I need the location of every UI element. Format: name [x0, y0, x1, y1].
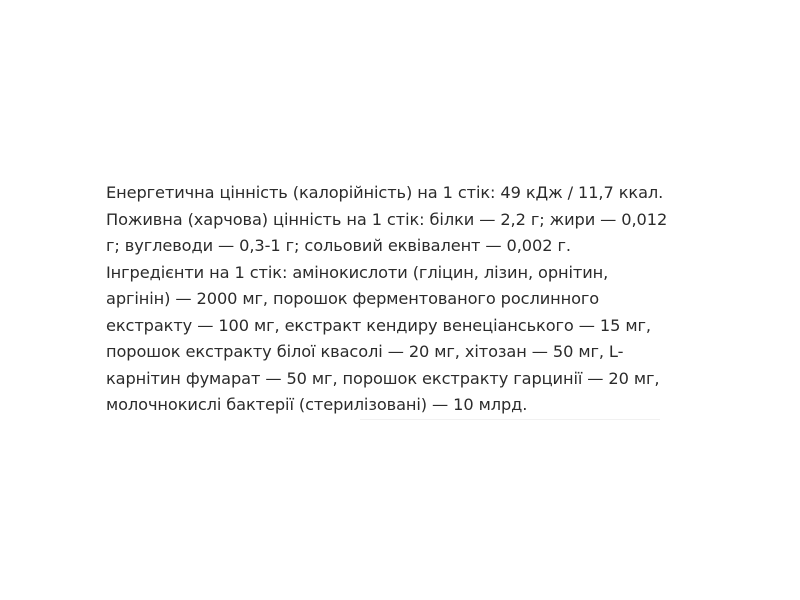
text-line: молочнокислі бактерії (стерилізовані) — 10 млрд. [106, 395, 528, 414]
faint-divider [360, 419, 660, 420]
text-line: аргінін) — 2000 мг, порошок ферментованого рослинного [106, 289, 600, 308]
text-line: Поживна (харчова) цінність на 1 стік: білки — 2,2 г; жири — 0,012 [106, 209, 668, 229]
text-line: екстракту — 100 мг, екстракт кендиру венеціанського — 15 мг, [106, 315, 651, 335]
text-line: Інгредієнти на 1 стік: амінокислоти (гліцин, лізин, орнітин, [106, 262, 609, 282]
text-line: Енергетична цінність (калорійність) на 1 стік: 49 кДж / 11,7 ккал. [106, 183, 664, 202]
text-line: г; вуглеводи — 0,3-1 г; сольовий еквівалент — 0,002 г. [106, 236, 571, 255]
text-line: карнітин фумарат — 50 мг, порошок екстракту гарцинії — 20 мг, [106, 368, 660, 388]
text-line: порошок екстракту білої квасолі — 20 мг, хітозан — 50 мг, L- [106, 342, 624, 361]
nutrition-text-block [106, 180, 706, 419]
